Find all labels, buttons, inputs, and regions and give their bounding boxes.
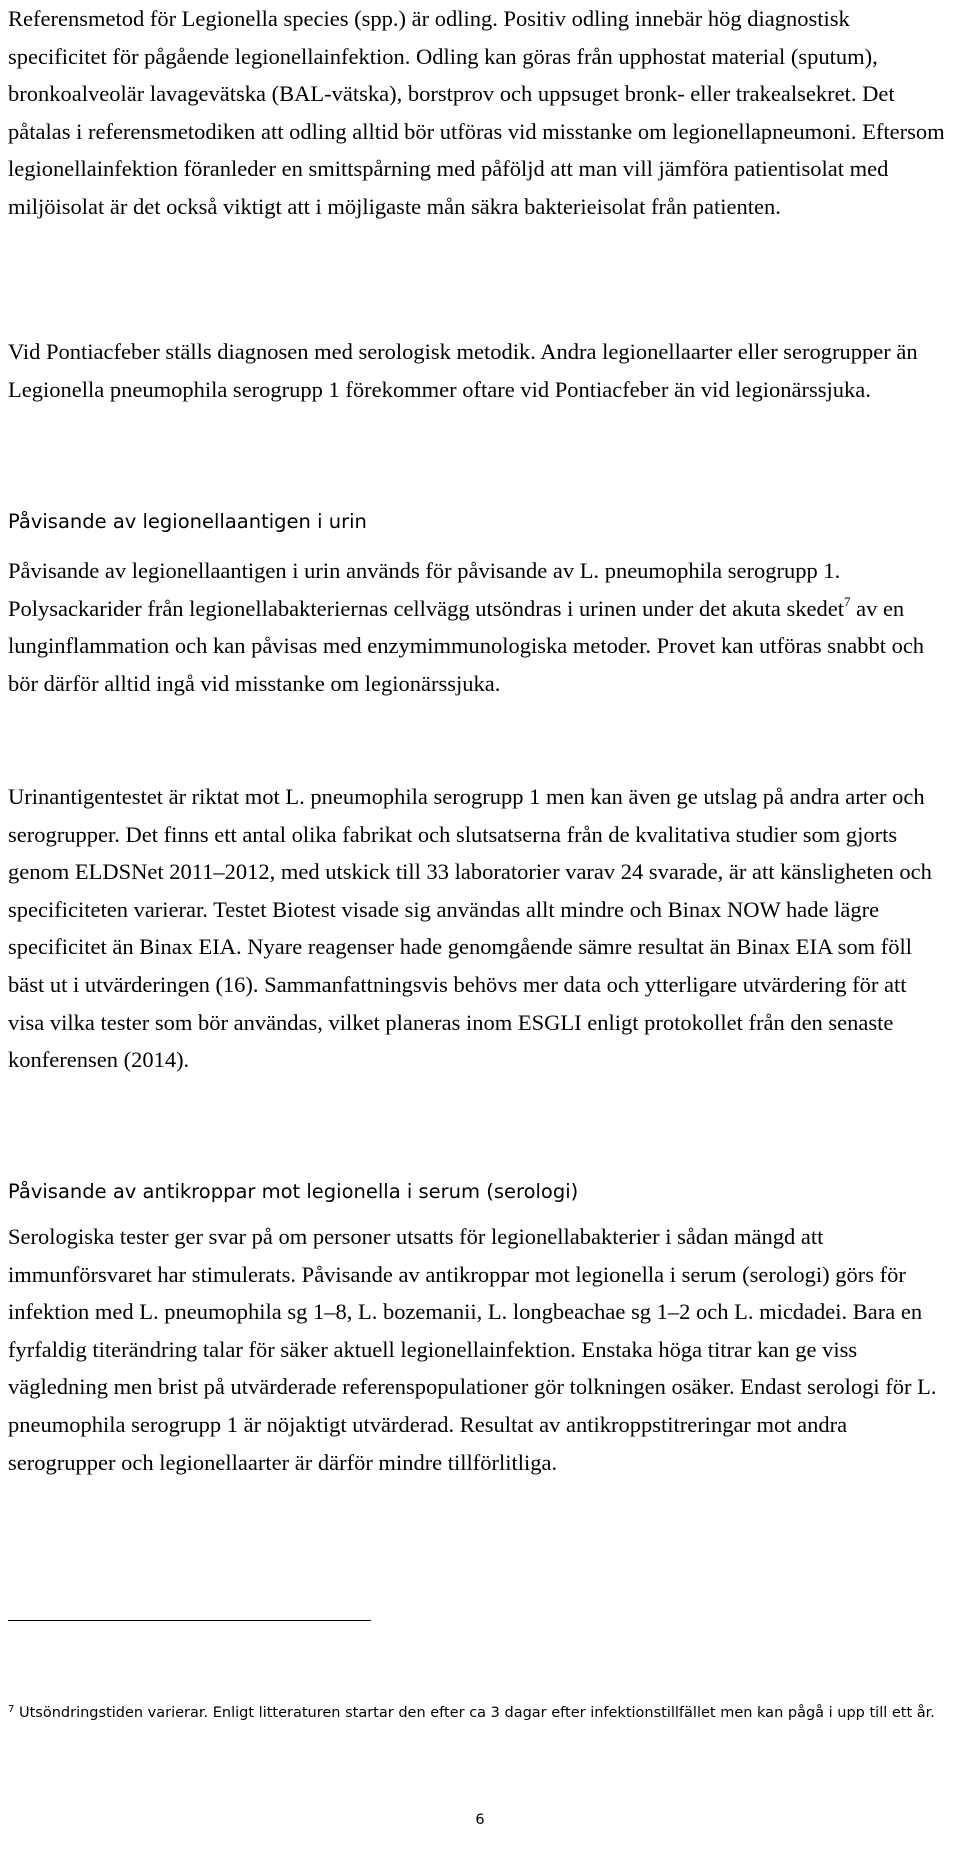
section-heading-serology: Påvisande av antikroppar mot legionella i serum (serologi) [8, 1180, 579, 1203]
paragraph-urine-antigen-part1: Påvisande av legionellaantigen i urin används för påvisande av L. pneumophila serogrupp 1. Polysackarider från legionellabakteriernas cellvägg utsöndras i urinen under det akuta skedet [8, 558, 844, 621]
footnote-reference[interactable]: 7 [843, 593, 851, 609]
page-number: 6 [475, 1812, 485, 1828]
footnote-mark: 7 [8, 1704, 15, 1715]
paragraph-reference-method: Referensmetod för Legionella species (spp.) är odling. Positiv odling innebär hög diagnostisk specificitet för pågående legionellainfektion. Odling kan göras från upphostat material (sputum), bronkoalveolär lavagevätska (BAL-vätska), borstprov och uppsuget bronk- eller trakealsekret. Det påtalas i referensmetodiken att odling alltid bör utföras vid misstanke om legionellapneumoni. Eftersom legionellainfektion föranleder en smittspårning med påföljd att man vill jämföra patientisolat med miljöisolat är det också viktigt att i möjligaste mån säkra bakterieisolat från patienten. [8, 6, 945, 219]
footnote-text: Utsöndringstiden varierar. Enligt litteraturen startar den efter ca 3 dagar efter infektionstillfället men kan pågå i upp till ett år. [14, 1705, 935, 1721]
paragraph-pontiac-fever: Vid Pontiacfeber ställs diagnosen med serologisk metodik. Andra legionellaarter eller serogrupper än Legionella pneumophila serogrupp 1 förekommer oftare vid Pontiacfeber än vid legionärssjuka. [8, 339, 918, 402]
paragraph-urine-antigen [0, 552, 948, 702]
footnote [8, 1699, 948, 1724]
paragraph-urine-antigen-part2: av en lunginflammation och kan påvisas med enzymimmunologiska metoder. Provet kan utföras snabbt och bör därför alltid ingå vid misstanke om legionärssjuka. [8, 595, 925, 696]
section-heading-urine-antigen: Påvisande av legionellaantigen i urin [8, 510, 367, 533]
footnote-divider [8, 1620, 371, 1621]
paragraph-serology: Serologiska tester ger svar på om personer utsatts för legionellabakterier i sådan mängd att immunförsvaret har stimulerats. Påvisande av antikroppar mot legionella i serum (serologi) görs för infektion med L. pneumophila sg 1–8, L. bozemanii, L. longbeachae sg 1–2 och L. micdadei. Bara en fyrfaldig titerändring talar för säker aktuell legionellainfektion. Enstaka höga titrar kan ge viss vägledning men brist på utvärderade referenspopulationer gör tolkningen osäker. Endast serologi för L. pneumophila serogrupp 1 är nöjaktigt utvärderad. Resultat av antikroppstitreringar mot andra serogrupper och legionellaarter är därför mindre tillförlitliga. [8, 1224, 937, 1475]
paragraph-urine-antigen-test: Urinantigentestet är riktat mot L. pneumophila serogrupp 1 men kan även ge utslag på andra arter och serogrupper. Det finns ett antal olika fabrikat och slutsatserna från de kvalitativa studier som gjorts genom ELDSNet 2011–2012, med utskick till 33 laboratorier varav 24 svarade, är att känsligheten och specificiteten varierar. Testet Biotest visade sig användas allt mindre och Binax NOW hade lägre specificitet än Binax EIA. Nyare reagenser hade genomgående sämre resultat än Binax EIA som föll bäst ut i utvärderingen (16). Sammanfattningsvis behövs mer data och ytterligare utvärdering för att visa vilka tester som bör användas, vilket planeras inom ESGLI enligt protokollet från den senaste konferensen (2014). [8, 784, 932, 1073]
